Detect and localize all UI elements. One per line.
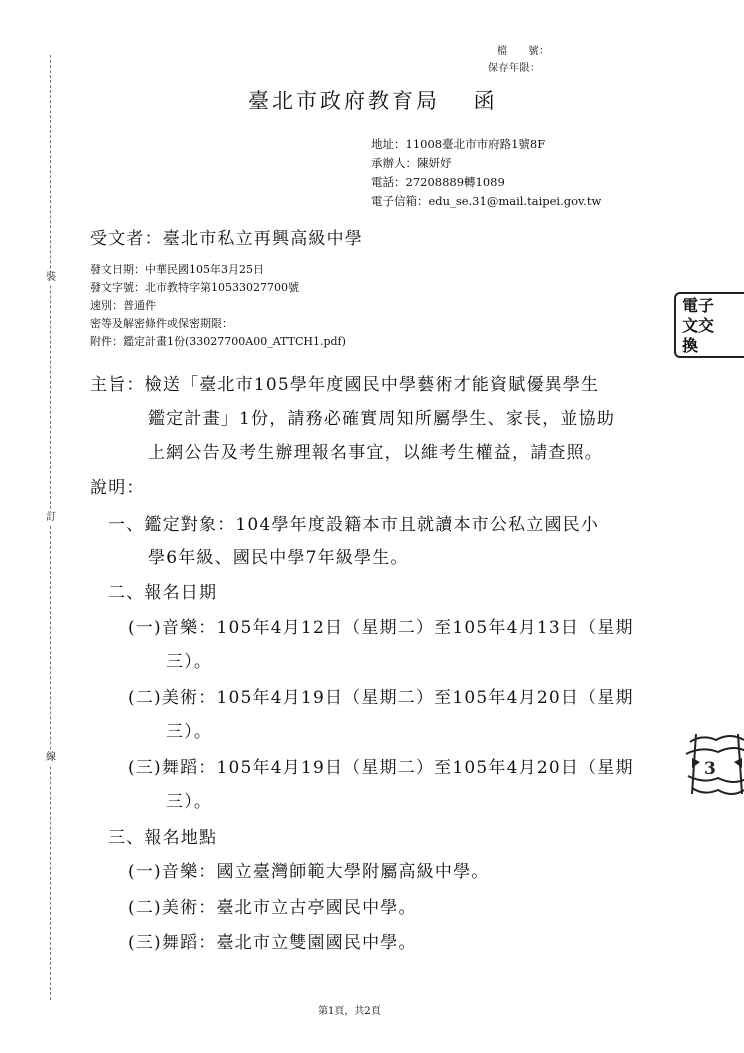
- contact-handler: 承辦人：陳妍妤: [371, 156, 452, 170]
- attachment: 附件：鑑定計畫1份(33027700A00_ATTCH1.pdf): [90, 335, 346, 348]
- recipient: 受文者：臺北市私立再興高級中學: [90, 229, 363, 249]
- contact-address: 地址：11008臺北市市府路1號8F: [371, 137, 546, 151]
- stamp-line-1: 電子: [682, 296, 715, 315]
- subject-line-3: 上網公告及考生辦理報名事宜，以維考生權益，請查照。: [148, 443, 603, 463]
- document-title: 臺北市政府教育局 函: [248, 89, 498, 113]
- subject-line-1: 主旨：檢送「臺北市105學年度國民中學藝術才能資賦優異學生: [90, 375, 600, 395]
- explanation-item-2: 二、報名日期: [108, 583, 218, 603]
- explanation-item-3: 三、報名地點: [108, 828, 218, 848]
- registration-date-dance-line-2: 三）。: [166, 792, 213, 812]
- stamp-line-2: 文交: [682, 316, 715, 335]
- registration-date-art-line-2: 三）。: [166, 722, 213, 742]
- issue-date: 發文日期：中華民國105年3月25日: [90, 263, 264, 276]
- explanation-item-1-line-2: 學6年級、國民中學7年級學生。: [148, 548, 409, 568]
- delivery-speed: 速別：普通件: [90, 299, 156, 312]
- registration-date-music-line-1: (一)音樂：105年4月12日（星期二）至105年4月13日（星期: [128, 618, 634, 638]
- file-number-label: 檔 號：: [497, 46, 550, 57]
- e-document-exchange-stamp: [674, 292, 744, 358]
- secrecy-level: 密等及解密條件或保密期限：: [90, 317, 233, 330]
- contact-phone: 電話：27208889轉1089: [371, 175, 505, 189]
- binding-mark-xian: 線: [46, 752, 56, 763]
- registration-date-dance-line-1: (三)舞蹈：105年4月19日（星期二）至105年4月20日（星期: [128, 758, 634, 778]
- binding-mark-ding: 訂: [46, 512, 56, 523]
- registration-venue-art: (二)美術：臺北市立古亭國民中學。: [128, 898, 417, 918]
- document-number: 發文字號：北市教特字第10533027700號: [90, 281, 299, 294]
- registration-venue-dance: (三)舞蹈：臺北市立雙園國民中學。: [128, 933, 417, 953]
- binding-mark-zhuang: 裝: [46, 272, 56, 283]
- stamp-line-3: 換: [682, 336, 699, 355]
- contact-email: 電子信箱：edu_se.31@mail.taipei.gov.tw: [371, 194, 602, 208]
- official-seal-icon: [682, 728, 744, 802]
- explanation-label: 說明：: [90, 478, 145, 498]
- registration-date-art-line-1: (二)美術：105年4月19日（星期二）至105年4月20日（星期: [128, 688, 634, 708]
- registration-date-music-line-2: 三）。: [166, 652, 213, 672]
- binding-line: [50, 55, 51, 1000]
- seal-text: 3: [704, 759, 716, 779]
- retention-label: 保存年限：: [488, 63, 541, 74]
- page-footer: 第1頁，共2頁: [318, 1006, 381, 1017]
- subject-line-2: 鑑定計畫」1份，請務必確實周知所屬學生、家長，並協助: [148, 409, 616, 429]
- explanation-item-1-line-1: 一、鑑定對象：104學年度設籍本市且就讀本市公私立國民小: [108, 515, 600, 535]
- registration-venue-music: (一)音樂：國立臺灣師範大學附屬高級中學。: [128, 862, 490, 882]
